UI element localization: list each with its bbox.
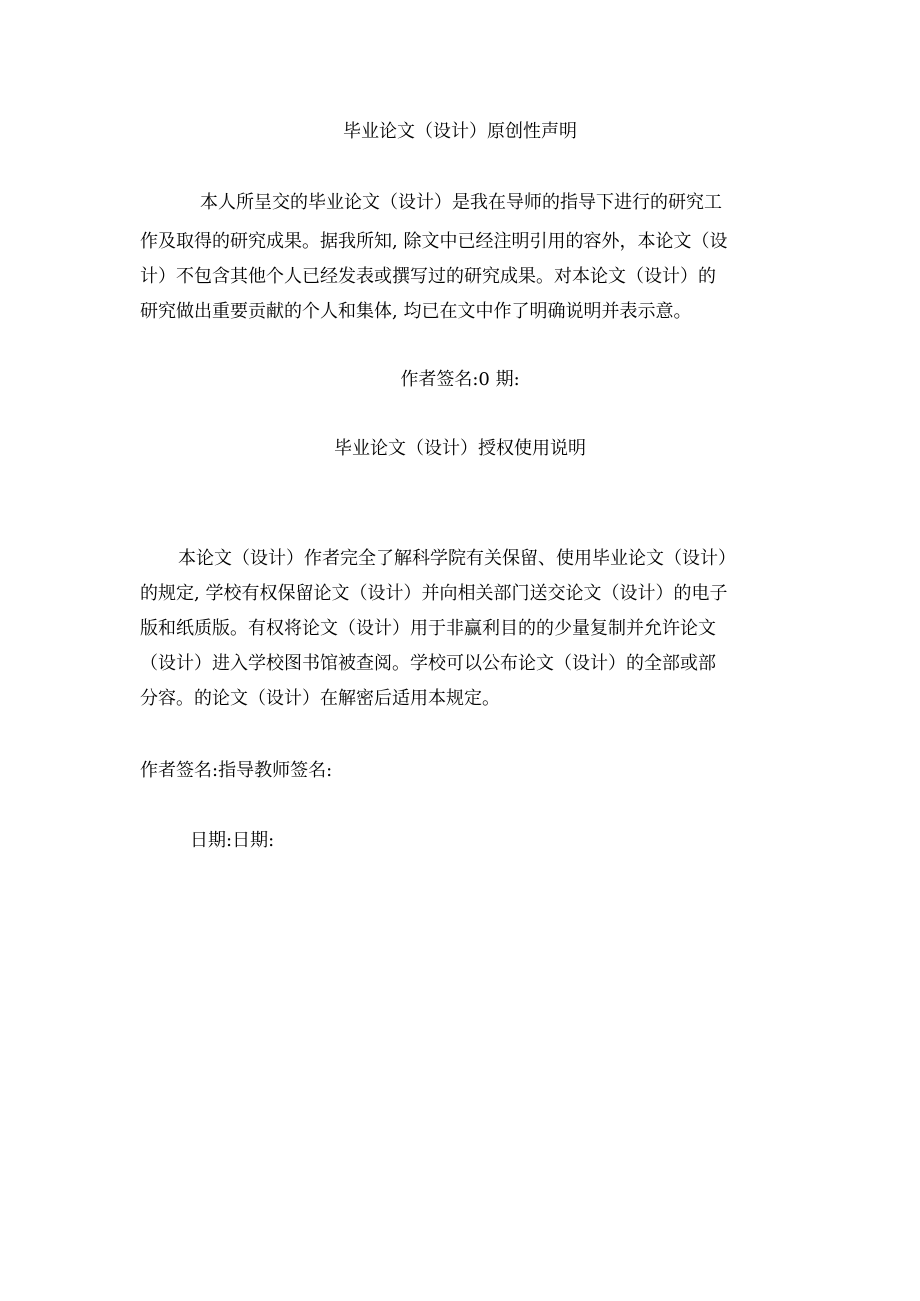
- paragraph-line: （设计）进入学校图书馆被查阅。学校可以公布论文（设计）的全部或部: [140, 653, 716, 674]
- paragraph-line: 本人所呈交的毕业论文（设计）是我在导师的指导下进行的研究工: [200, 192, 722, 213]
- paragraph-line: 作及取得的研究成果。据我所知, 除文中已经注明引用的容外，本论文（设: [140, 231, 728, 252]
- paragraph-line: 计）不包含其他个人已经发表或撰写过的研究成果。对本论文（设计）的: [140, 266, 716, 287]
- authorization-date-line: 日期:日期:: [190, 830, 275, 851]
- authorization-title: 毕业论文（设计）授权使用说明: [334, 438, 586, 459]
- paragraph-line: 研究做出重要贡献的个人和集体, 均已在文中作了明确说明并表示意。: [140, 301, 692, 322]
- paragraph-line: 的规定, 学校有权保留论文（设计）并向相关部门送交论文（设计）的电子: [140, 583, 728, 604]
- authorization-signature-line: 作者签名:指导教师签名:: [140, 760, 333, 781]
- originality-signature-line: 作者签名:0 期:: [400, 369, 520, 390]
- paragraph-line: 版和纸质版。有权将论文（设计）用于非赢利目的的少量复制并允许论文: [140, 618, 716, 639]
- originality-title: 毕业论文（设计）原创性声明: [343, 121, 577, 142]
- paragraph-line: 分容。的论文（设计）在解密后适用本规定。: [140, 688, 500, 709]
- paragraph-line: 本论文（设计）作者完全了解科学院有关保留、使用毕业论文（设计）: [178, 548, 736, 569]
